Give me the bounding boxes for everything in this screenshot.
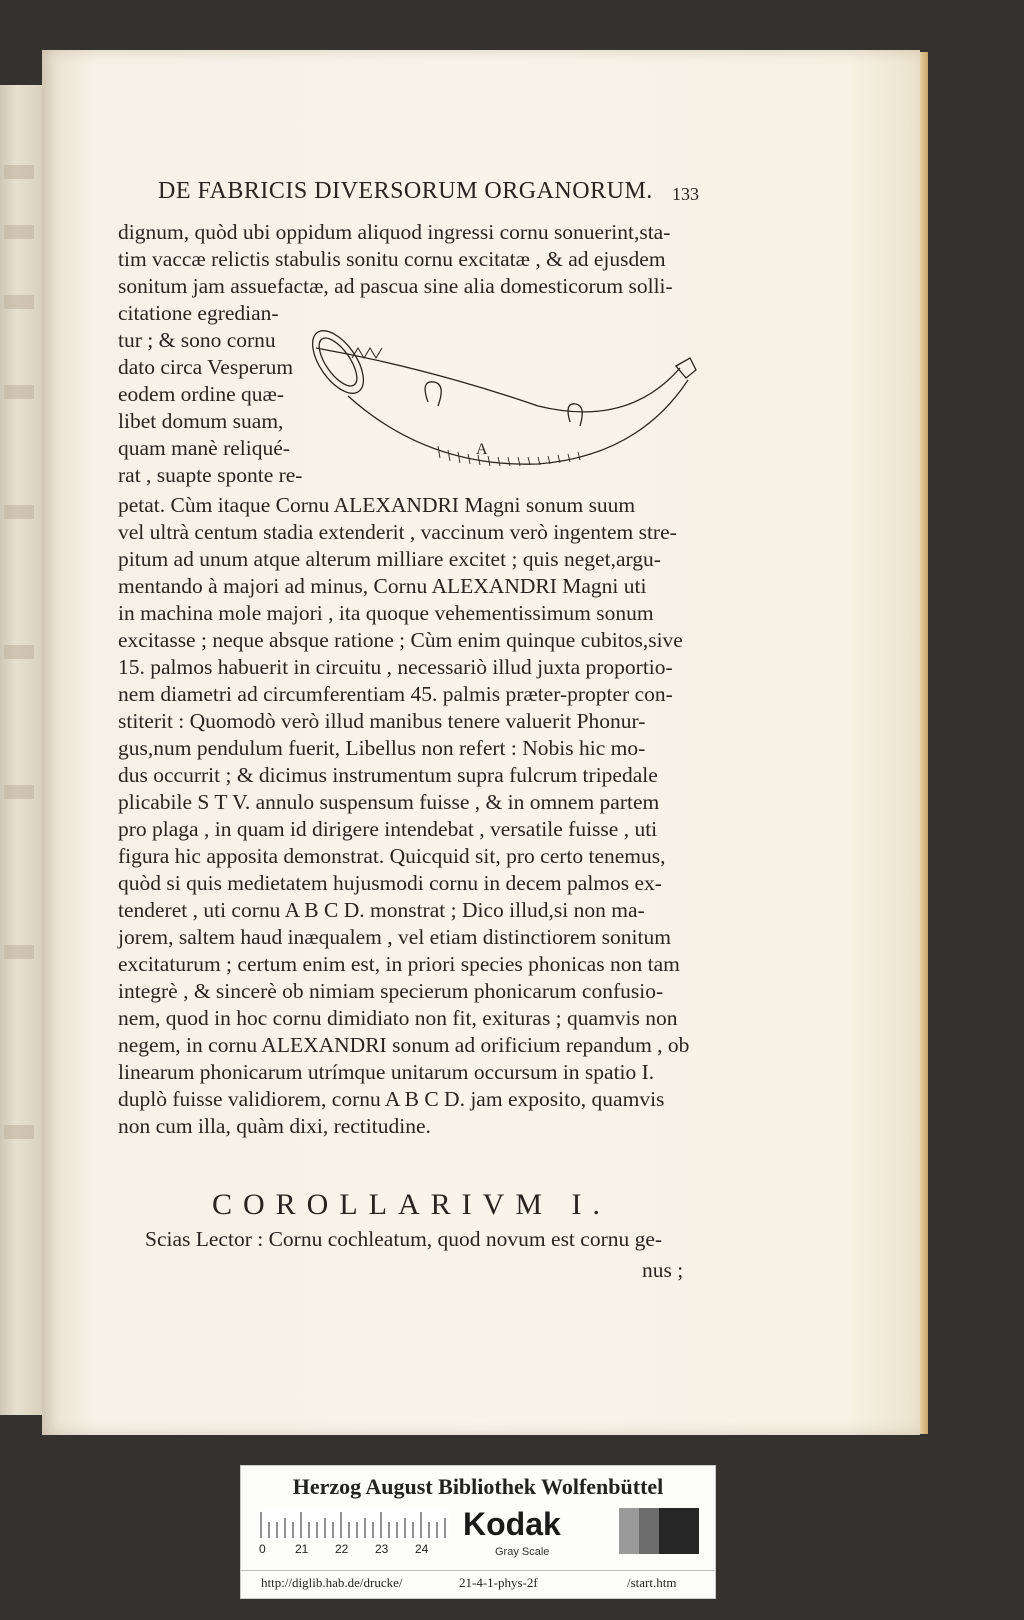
ruler-number: 21 (295, 1542, 309, 1556)
body-line: citatione egredian- (118, 301, 279, 325)
body-line: petat. Cùm itaque Cornu ALEXANDRI Magni sonum suum (118, 493, 636, 517)
body-line: mentando à majori ad minus, Cornu ALEXANDRI Magni uti (118, 574, 647, 598)
kodak-logo: Kodak (463, 1506, 561, 1542)
ruler-numbers (255, 1542, 455, 1558)
url-end: /start.htm (627, 1575, 677, 1590)
body-line: quam manè reliqué- (118, 436, 290, 460)
body-line: dato circa Vesperum (118, 355, 294, 379)
url-row (241, 1570, 715, 1593)
corollary-line: Scias Lector : Cornu cochleatum, quod novum est cornu ge- (145, 1227, 663, 1251)
body-line: duplò fuisse validiorem, cornu A B C D. jam exposito, quamvis (118, 1087, 665, 1111)
body-line: vel ultrà centum stadia extenderit , vaccinum verò ingentem stre- (118, 520, 677, 544)
library-scale-strip (240, 1465, 716, 1599)
library-name: Herzog August Bibliothek Wolfenbüttel (292, 1474, 664, 1499)
body-line: integrè , & sincerè ob nimiam specierum phonicarum confusio- (118, 979, 664, 1003)
horn-illustration (308, 318, 718, 496)
body-line: stiterit : Quomodò verò illud manibus tenere valuerit Phonur- (118, 709, 646, 733)
running-head-title: DE FABRICIS DIVERSORUM ORGANORUM. (158, 178, 653, 204)
ruler-number: 24 (415, 1542, 429, 1556)
body-line: tenderet , uti cornu A B C D. monstrat ; Dico illud,si non ma- (118, 898, 645, 922)
body-line: eodem ordine quæ- (118, 382, 284, 406)
body-line: gus,num pendulum fuerit, Libellus non refert : Nobis hic mo- (118, 736, 646, 760)
body-line: jorem, saltem haud inæqualem , vel etiam distinctiorem sonitum (118, 925, 671, 949)
body-line: sonitum jam assuefactæ, ad pascua sine alia domesticorum solli- (118, 274, 673, 298)
body-line: dus occurrit ; & dicimus instrumentum supra fulcrum tripedale (118, 763, 658, 787)
ruler-number: 22 (335, 1542, 349, 1556)
url-base: http://diglib.hab.de/drucke/ (261, 1575, 403, 1590)
ruler-number: 0 (259, 1542, 266, 1556)
body-line: tur ; & sono cornu (118, 328, 276, 352)
body-line: figura hic apposita demonstrat. Quicquid sit, pro certo tenemus, (118, 844, 666, 868)
body-line: nem diametri ad circumferentiam 45. palmis præter-propter con- (118, 682, 673, 706)
section-heading: COROLLARIVM I. (212, 1188, 611, 1221)
body-line: nem, quod in hoc cornu dimidiato non fit, exituras ; quamvis non (118, 1006, 678, 1030)
body-line: pro plaga , in quam id dirigere intendebat , versatile fuisse , uti (118, 817, 658, 841)
body-line: plicabile S T V. annulo suspensum fuisse , & in omnem partem (118, 790, 660, 814)
body-line: in machina mole majori , ita quoque vehementissimum sonum (118, 601, 654, 625)
body-line: linearum phonicarum utrímque unitarum occursum in spatio I. (118, 1060, 655, 1084)
body-line: non cum illa, quàm dixi, rectitudine. (118, 1114, 431, 1138)
gray-patches (619, 1508, 699, 1554)
catchword: nus ; (642, 1258, 684, 1282)
body-line: excitaturum ; certum enim est, in priori species phonicas non tam (118, 952, 680, 976)
body-line: pitum ad unum atque alterum milliare excitet ; quis neget,argu- (118, 547, 661, 571)
body-line: quòd si quis medietatem hujusmodi cornu in decem palmos ex- (118, 871, 662, 895)
ruler-number: 23 (375, 1542, 389, 1556)
page-number: 133 (672, 184, 699, 204)
page-right-edge (920, 52, 928, 1434)
body-line: negem, in cornu ALEXANDRI sonum ad orificium repandum , ob (118, 1033, 690, 1057)
ruler (259, 1508, 449, 1540)
figure-label: A (476, 441, 488, 458)
body-line: libet domum suam, (118, 409, 284, 433)
body-line: rat , suapte sponte re- (118, 463, 303, 487)
gray-scale-label: Gray Scale (495, 1546, 550, 1558)
url-id: 21-4-1-phys-2f (459, 1575, 538, 1590)
body-line: 15. palmos habuerit in circuitu , necessariò illud juxta proportio- (118, 655, 673, 679)
body-line: dignum, quòd ubi oppidum aliquod ingressi cornu sonuerint,sta- (118, 220, 671, 244)
left-page-edge (0, 85, 42, 1415)
body-line: tim vaccæ relictis stabulis sonitu cornu excitatæ , & ad ejusdem (118, 247, 666, 271)
body-line: excitasse ; neque absque ratione ; Cùm enim quinque cubitos,sive (118, 628, 683, 652)
